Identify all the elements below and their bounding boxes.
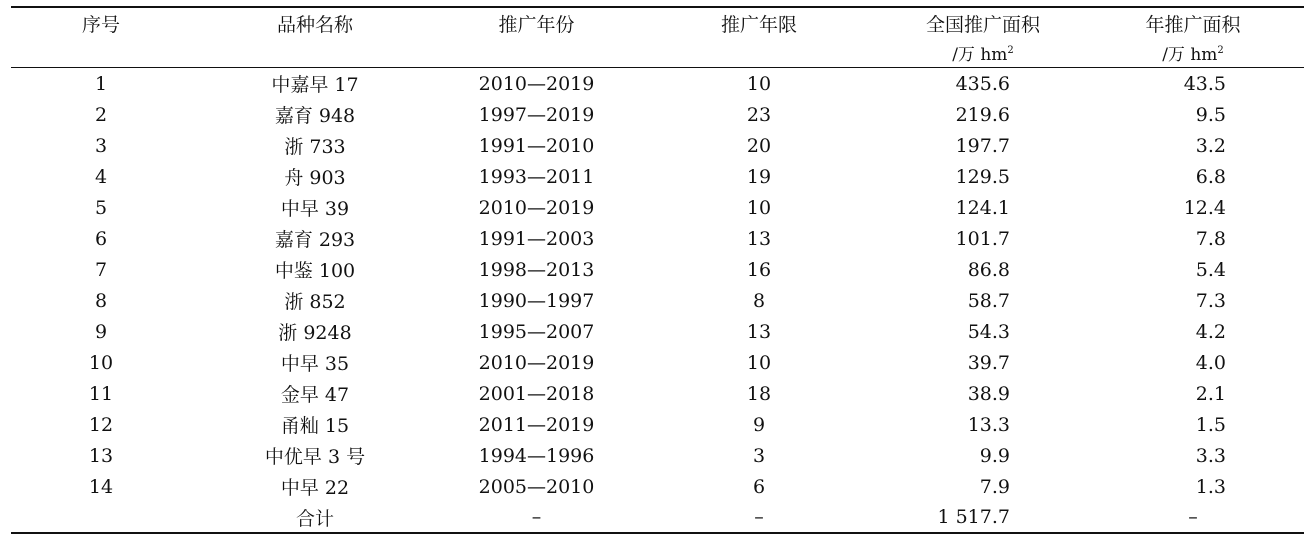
cell-promotion-years: 1991—2010 xyxy=(478,134,595,157)
cell-serial-number: 7 xyxy=(94,258,108,281)
cell-variety-name: 甬籼 15 xyxy=(280,415,350,437)
variety-promotion-table xyxy=(11,6,1304,534)
cell-serial-number: 6 xyxy=(94,227,108,250)
cell-promotion-years: 1991—2003 xyxy=(478,227,595,250)
cell-promotion-duration: 16 xyxy=(746,258,772,281)
cell-serial-number: 8 xyxy=(94,289,108,312)
unit-prefix: /万 xyxy=(1162,45,1191,65)
table-row xyxy=(11,161,1304,192)
total-label: 合计 xyxy=(191,502,439,533)
cell-annual-area: 2.1 xyxy=(1195,382,1226,405)
header-unit-annual-area xyxy=(1082,38,1304,68)
cell-variety-name: 中嘉早 17 xyxy=(271,74,359,96)
table-row xyxy=(11,254,1304,285)
cell-promotion-years: 1990—1997 xyxy=(478,289,595,312)
cell-promotion-years: 1995—2007 xyxy=(478,320,595,343)
table-row xyxy=(11,130,1304,161)
header-unit-empty xyxy=(634,38,884,68)
unit-main: hm xyxy=(980,45,1008,65)
cell-national-area: 219.6 xyxy=(955,103,1010,126)
cell-national-area: 54.3 xyxy=(967,320,1010,343)
cell-promotion-years: 2001—2018 xyxy=(478,382,595,405)
cell-variety-name: 嘉育 293 xyxy=(274,229,356,251)
table-row xyxy=(11,68,1304,100)
cell-promotion-duration: 3 xyxy=(752,444,766,467)
cell-variety-name: 中鉴 100 xyxy=(274,260,356,282)
cell-promotion-years: 2011—2019 xyxy=(478,413,595,436)
cell-promotion-years: 1997—2019 xyxy=(478,103,595,126)
cell-national-area: 86.8 xyxy=(967,258,1010,281)
cell-national-area: 197.7 xyxy=(955,134,1010,157)
cell-variety-name: 舟 903 xyxy=(284,167,346,189)
cell-national-area: 58.7 xyxy=(967,289,1010,312)
cell-annual-area: 4.0 xyxy=(1195,351,1226,374)
cell-annual-area: 1.5 xyxy=(1195,413,1226,436)
cell-promotion-duration: 9 xyxy=(752,413,766,436)
cell-promotion-duration: 10 xyxy=(746,351,772,374)
cell-annual-area: 3.3 xyxy=(1195,444,1226,467)
header-unit-empty xyxy=(439,38,634,68)
table-row xyxy=(11,471,1304,502)
cell-annual-area: 9.5 xyxy=(1195,103,1226,126)
cell-national-area: 7.9 xyxy=(979,475,1010,498)
cell-variety-name: 浙 733 xyxy=(284,136,346,158)
cell-serial-number: 14 xyxy=(88,475,114,498)
cell-annual-area: 6.8 xyxy=(1195,165,1226,188)
cell-national-area: 101.7 xyxy=(955,227,1010,250)
table-row xyxy=(11,285,1304,316)
total-national-area: 1 517.7 xyxy=(884,502,1082,533)
cell-promotion-duration: 19 xyxy=(746,165,772,188)
header-annual-area: 年推广面积 xyxy=(1082,7,1304,38)
cell-annual-area: 7.8 xyxy=(1195,227,1226,250)
cell-national-area: 435.6 xyxy=(955,72,1010,95)
table-row xyxy=(11,440,1304,471)
cell-serial-number: 1 xyxy=(94,72,108,95)
table-row xyxy=(11,316,1304,347)
cell-serial-number: 2 xyxy=(94,103,108,126)
cell-variety-name: 中优早 3 号 xyxy=(264,446,366,468)
header-unit-empty xyxy=(11,38,191,68)
cell-variety-name: 浙 9248 xyxy=(278,322,352,344)
cell-national-area: 13.3 xyxy=(967,413,1010,436)
cell-promotion-duration: 23 xyxy=(746,103,772,126)
unit-prefix: /万 xyxy=(952,45,981,65)
table-row xyxy=(11,99,1304,130)
header-row xyxy=(11,7,1304,38)
cell-national-area: 129.5 xyxy=(955,165,1010,188)
cell-annual-area: 1.3 xyxy=(1195,475,1226,498)
cell-annual-area: 4.2 xyxy=(1195,320,1226,343)
cell-annual-area: 43.5 xyxy=(1183,72,1226,95)
cell-variety-name: 中早 39 xyxy=(280,198,350,220)
cell-promotion-duration: 13 xyxy=(746,320,772,343)
unit-superscript: 2 xyxy=(1007,45,1014,56)
cell-serial-number: 11 xyxy=(88,382,114,405)
cell-variety-name: 浙 852 xyxy=(284,291,346,313)
cell-annual-area: 5.4 xyxy=(1195,258,1226,281)
cell-promotion-years: 1993—2011 xyxy=(478,165,595,188)
header-unit-row xyxy=(11,38,1304,68)
cell-variety-name: 中早 35 xyxy=(280,353,350,375)
header-serial-number: 序号 xyxy=(11,7,191,38)
cell-promotion-duration: 8 xyxy=(752,289,766,312)
cell-annual-area: 3.2 xyxy=(1195,134,1226,157)
cell-promotion-years: 2010—2019 xyxy=(478,72,595,95)
table-row xyxy=(11,347,1304,378)
header-promotion-duration: 推广年限 xyxy=(634,7,884,38)
cell-serial-number: 4 xyxy=(94,165,108,188)
total-duration: – xyxy=(634,502,884,533)
header-unit-national-area xyxy=(884,38,1082,68)
cell-national-area: 39.7 xyxy=(967,351,1010,374)
cell-promotion-years: 1998—2013 xyxy=(478,258,595,281)
cell-promotion-duration: 10 xyxy=(746,72,772,95)
cell-promotion-duration: 6 xyxy=(752,475,766,498)
cell-variety-name: 嘉育 948 xyxy=(274,105,356,127)
total-annual-area: – xyxy=(1082,502,1304,533)
cell-serial-number: 3 xyxy=(94,134,108,157)
cell-serial-number: 10 xyxy=(88,351,114,374)
cell-national-area: 9.9 xyxy=(979,444,1010,467)
table-row xyxy=(11,223,1304,254)
total-serial-empty xyxy=(11,502,191,533)
cell-national-area: 124.1 xyxy=(955,196,1010,219)
table-row xyxy=(11,409,1304,440)
total-years: – xyxy=(439,502,634,533)
cell-variety-name: 中早 22 xyxy=(280,477,350,499)
table-header xyxy=(11,7,1304,68)
cell-promotion-years: 2010—2019 xyxy=(478,196,595,219)
table-row xyxy=(11,378,1304,409)
cell-promotion-duration: 18 xyxy=(746,382,772,405)
cell-national-area: 38.9 xyxy=(967,382,1010,405)
cell-promotion-years: 2005—2010 xyxy=(478,475,595,498)
header-national-area: 全国推广面积 xyxy=(884,7,1082,38)
cell-annual-area: 7.3 xyxy=(1195,289,1226,312)
cell-serial-number: 5 xyxy=(94,196,108,219)
header-promotion-years: 推广年份 xyxy=(439,7,634,38)
header-unit-empty xyxy=(191,38,439,68)
cell-promotion-years: 2010—2019 xyxy=(478,351,595,374)
cell-promotion-duration: 13 xyxy=(746,227,772,250)
cell-variety-name: 金早 47 xyxy=(280,384,350,406)
header-variety-name: 品种名称 xyxy=(191,7,439,38)
table-body xyxy=(11,68,1304,534)
cell-promotion-duration: 20 xyxy=(746,134,772,157)
cell-serial-number: 12 xyxy=(88,413,114,436)
cell-promotion-years: 1994—1996 xyxy=(478,444,595,467)
cell-promotion-duration: 10 xyxy=(746,196,772,219)
total-row xyxy=(11,502,1304,533)
cell-serial-number: 9 xyxy=(94,320,108,343)
cell-annual-area: 12.4 xyxy=(1183,196,1226,219)
table-row xyxy=(11,192,1304,223)
cell-serial-number: 13 xyxy=(88,444,114,467)
unit-superscript: 2 xyxy=(1217,45,1224,56)
unit-main: hm xyxy=(1190,45,1218,65)
